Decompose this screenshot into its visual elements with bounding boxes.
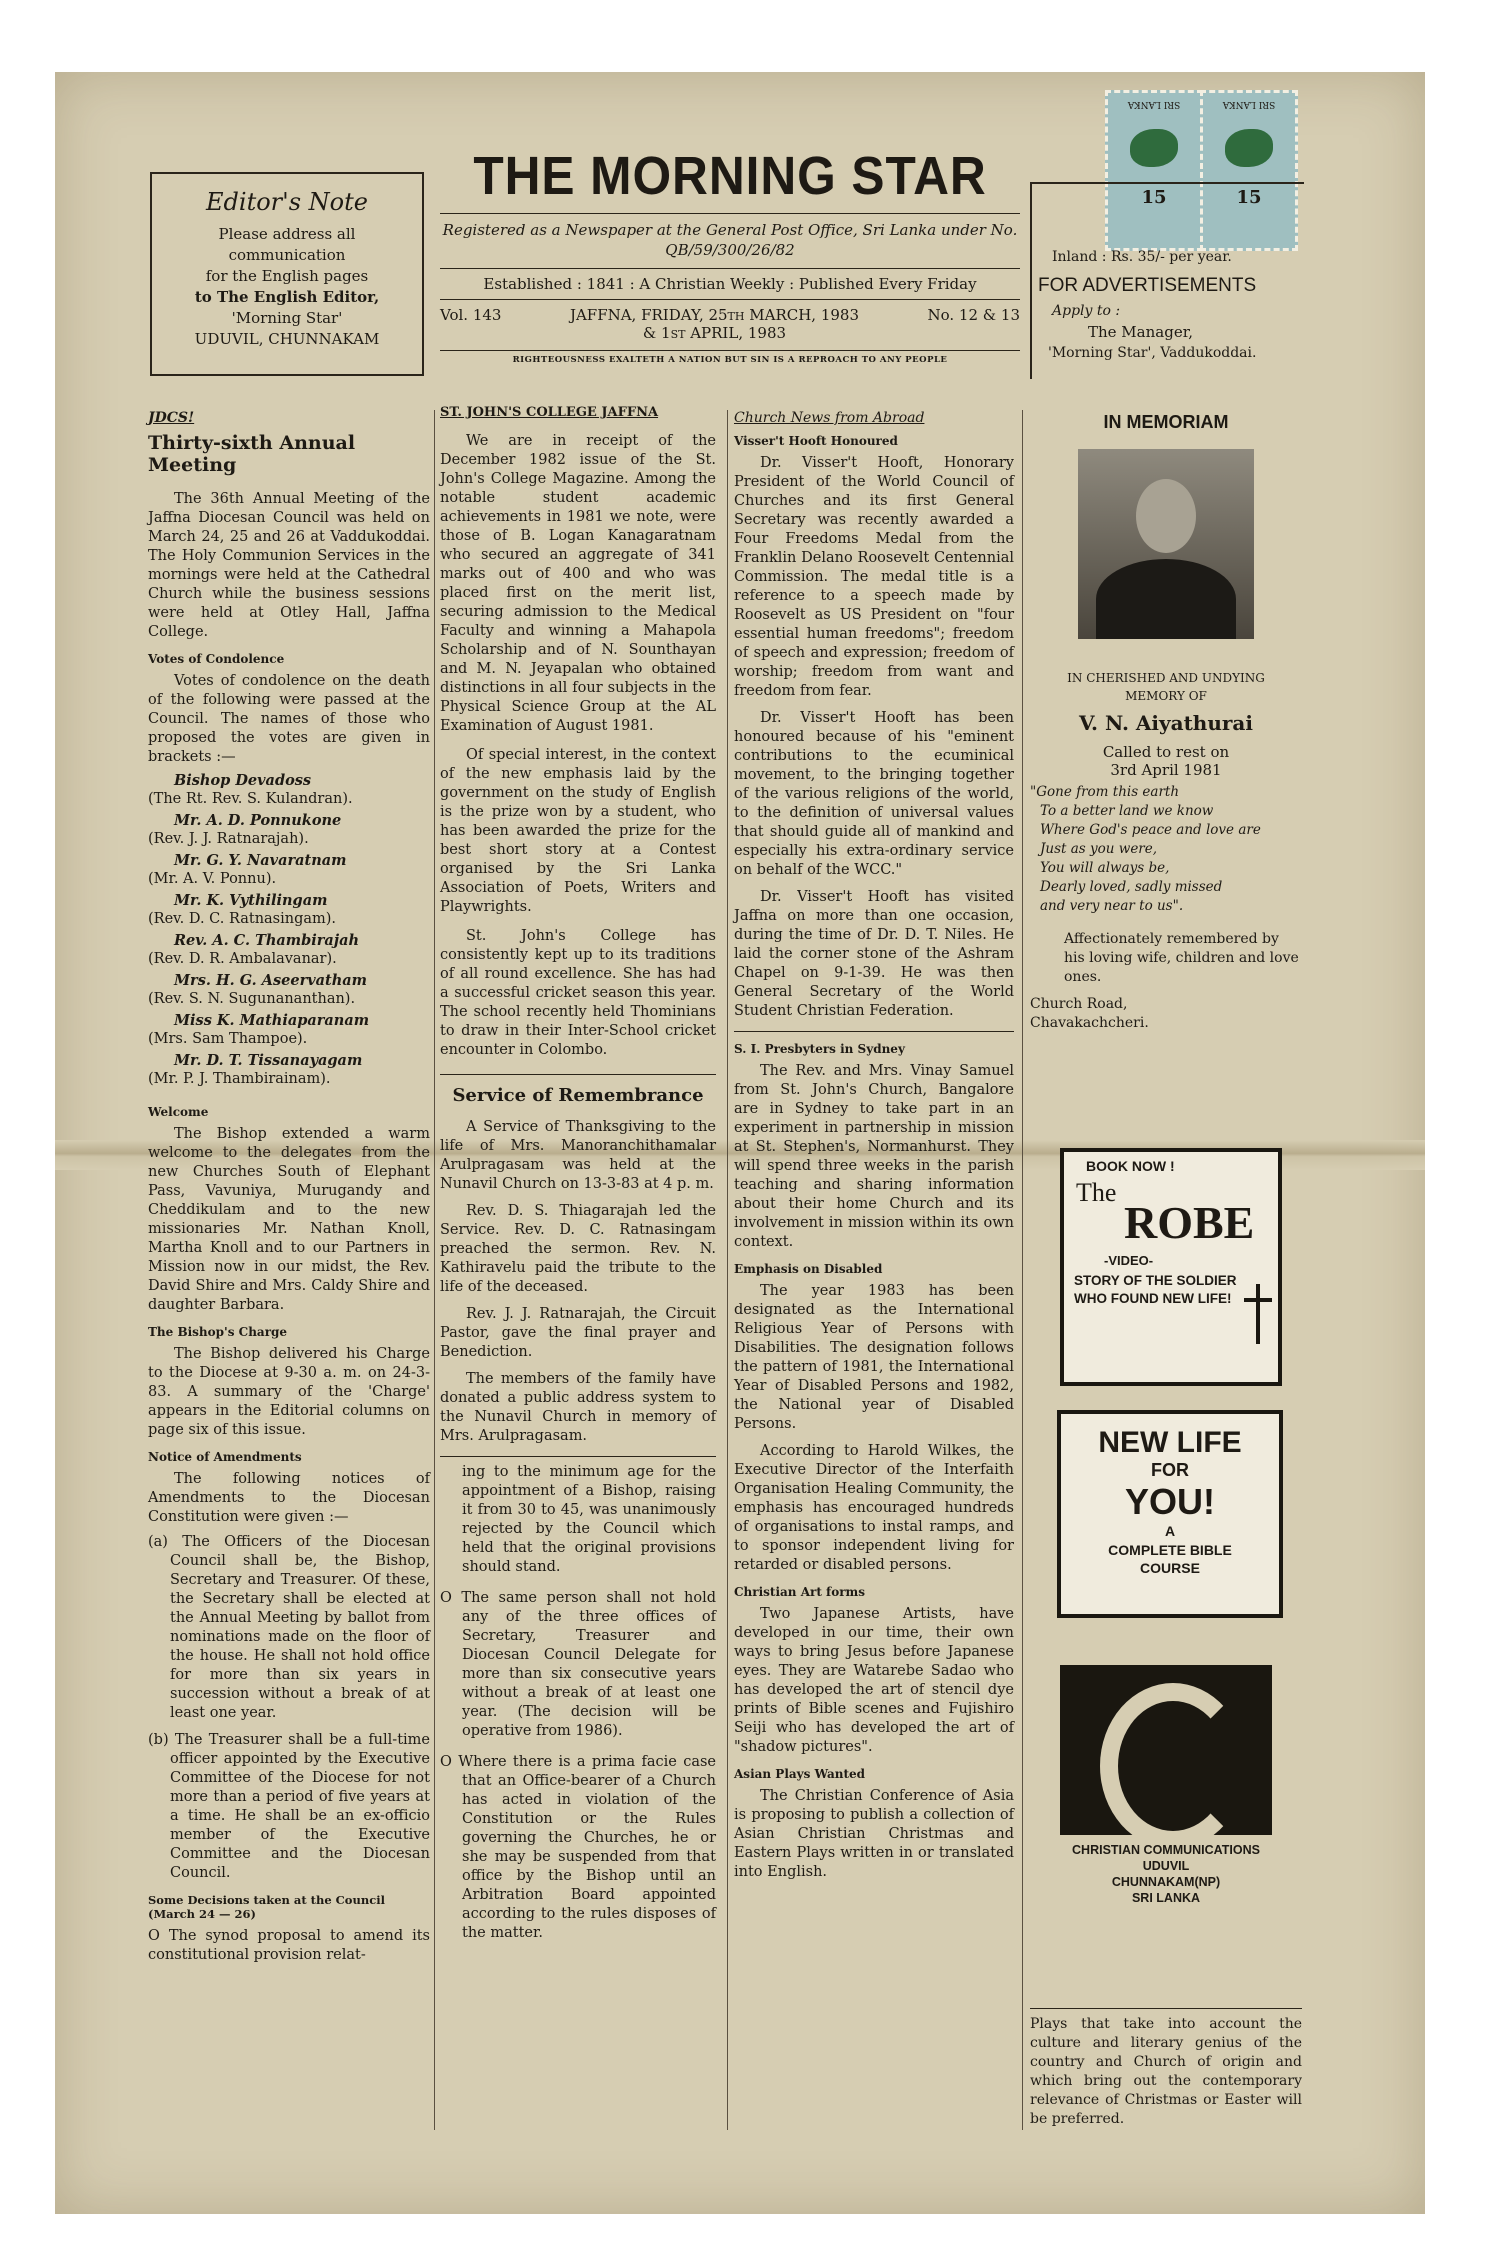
newlife-a: A <box>1164 1523 1176 1539</box>
new-life-ad <box>1057 1410 1283 1618</box>
condolence-item: Mr. A. D. Ponnukone (Rev. J. J. Ratnarajah). <box>148 812 342 847</box>
kicker: Church News from Abroad <box>734 410 925 426</box>
cc-name: CHRISTIAN COMMUNICATIONS <box>1072 1843 1260 1857</box>
paragraph: O The synod proposal to amend its constitutional provision relat- <box>148 1928 430 1963</box>
subheading: Christian Art forms <box>734 1585 865 1599</box>
portrait-photo <box>1078 449 1254 639</box>
editor-note-box <box>150 172 424 376</box>
condolence-item: Mr. K. Vythilingam (Rev. D. C. Ratnasingam). <box>148 892 337 927</box>
column-4 <box>1030 412 1302 1033</box>
newlife-line4: COMPLETE BIBLE COURSE <box>1108 1542 1232 1576</box>
masthead-dateline: JAFFNA, FRIDAY, 25th MARCH, 1983 <box>569 306 860 324</box>
paragraph: The Christian Conference of Asia is proposing to publish a collection of Asian Christian Christmas and Eastern Plays written in or translated into English. <box>734 1788 1014 1880</box>
column-rule <box>727 410 728 2130</box>
masthead-title: THE MORNING STAR <box>473 146 987 206</box>
cc-country: SRI LANKA <box>1131 1891 1201 1905</box>
paragraph: Votes of condolence on the death of the following were passed at the Council. The names of those who proposed the votes are given in brackets :— <box>148 673 430 765</box>
editor-note-bold: to The English Editor, <box>194 288 380 306</box>
memorial-address: Church Road, Chavakachcheri. <box>1030 996 1149 1031</box>
stamp-country: SRI LANKA <box>1127 99 1181 109</box>
paragraph: Rev. J. J. Ratnarajah, the Circuit Pastor, gave the final prayer and Benediction. <box>440 1306 716 1360</box>
cc-logo-icon <box>1100 1683 1246 1849</box>
memory-of: MEMORY OF <box>1125 689 1207 703</box>
paragraph: Dr. Visser't Hooft has visited Jaffna on more than one occasion, during the time of Dr. D. T. Niles. He laid the corner stone of the Ashram Chapel on 9-1-39. He was then General Secretary of the World Student Christian Federation. <box>734 889 1014 1019</box>
masthead <box>440 145 1020 365</box>
paragraph: The Bishop extended a warm welcome to the delegates from the new Churches South of Elephant Pass, Vavuniya, Murugandy and Cheddikulam and to the new missionaries Mr. Nathan Knoll, Martha Knoll and to our Partners in Mission now in our midst, the Rev. David Shire and Mrs. Caldy Shire and daughter Barbara. <box>148 1126 430 1313</box>
editor-note-paper: 'Morning Star' <box>231 309 343 327</box>
called-to-rest: Called to rest on <box>1102 743 1230 761</box>
subheading: Some Decisions taken at the Council (March 24 — 26) <box>148 1893 385 1921</box>
column-1 <box>148 410 430 1965</box>
editor-note-title: Editor's Note <box>206 188 368 216</box>
paragraph: Rev. D. S. Thiagarajah led the Service. Rev. D. C. Ratnasingam preached the sermon. Rev. N. Kathiravelu paid the tribute to the life of the deceased. <box>440 1203 716 1295</box>
manager-address: 'Morning Star', Vaddukoddai. <box>1048 345 1257 361</box>
stamp-country: SRI LANKA <box>1222 99 1276 109</box>
subheading: Visser't Hooft Honoured <box>734 434 898 448</box>
portrait-shoulders <box>1096 559 1236 639</box>
portrait-face <box>1136 479 1196 553</box>
paragraph: St. John's College has consistently kept up to its traditions of all round excellence. She has had a successful cricket season this year. The school recently held Thominians to draw in their Inter-School cricket encounter in Colombo. <box>440 928 716 1058</box>
advertisement-info-box <box>1030 182 1304 379</box>
paragraph: O Where there is a prima facie case that an Office-bearer of a Church has acted in violation of the Constitution or the Rules governing the Churches, he or she may be suspended from that office by the Bishop until an Arbitration Board appointed according to the rules disposes of the matter. <box>440 1754 716 1941</box>
masthead-dateline2: & 1st APRIL, 1983 <box>642 324 787 342</box>
condolence-item: Bishop Devadoss (The Rt. Rev. S. Kulandran). <box>148 772 353 807</box>
robe-story: STORY OF THE SOLDIER WHO FOUND NEW LIFE! <box>1074 1273 1237 1306</box>
rest-date: 3rd April 1981 <box>1110 761 1222 779</box>
column-rule <box>434 410 435 2130</box>
subheading: S. I. Presbyters in Sydney <box>734 1042 905 1056</box>
headline: Thirty-sixth Annual Meeting <box>148 432 356 476</box>
condolence-item: Mr. G. Y. Navaratnam (Mr. A. V. Ponnu). <box>148 852 347 887</box>
paragraph: Two Japanese Artists, have developed in our time, their own ways to bring Jesus before Japanese eyes. They are Watarebe Sadao who has developed the art of stencil dye prints of Bible scenes and Fujishiro Seiji who has developed the art of "shadow pictures". <box>734 1606 1014 1755</box>
condolence-item: Mr. D. T. Tissanayagam (Mr. P. J. Thambirainam). <box>148 1052 363 1087</box>
condolence-item: Miss K. Mathiaparanam (Mrs. Sam Thampoe). <box>148 1012 370 1047</box>
bird-icon <box>1225 129 1273 167</box>
subheading: Emphasis on Disabled <box>734 1262 883 1276</box>
editor-note-line: Please address all <box>218 225 356 243</box>
robe-title: ROBE <box>1124 1197 1255 1248</box>
paragraph: Plays that take into account the culture and literary genius of the country and Church of origin and which bring out the contemporary relevance of Christmas or Easter will be preferred. <box>1030 2016 1302 2127</box>
column-rule <box>1022 410 1023 2130</box>
masthead-motto: RIGHTEOUSNESS EXALTETH A NATION BUT SIN IS A REPROACH TO ANY PEOPLE <box>512 355 948 365</box>
cc-address <box>1040 1842 1292 1906</box>
masthead-registration: Registered as a Newspaper at the General Post Office, Sri Lanka under No. QB/59/300/26/82 <box>442 221 1018 259</box>
book-now: BOOK NOW ! <box>1086 1158 1175 1174</box>
masthead-established: Established : 1841 : A Christian Weekly : Published Every Friday <box>483 275 977 293</box>
stamp-value: 15 <box>1236 187 1262 208</box>
subheading: Votes of Condolence <box>148 652 285 666</box>
paragraph: Dr. Visser't Hooft has been honoured because of his "eminent contributions to the ecuminical movement, to the bringing together of the various religions of the world, to the definition of universal values that should guide all of mankind and especially his extra-ordinary service on behalf of the WCC." <box>734 710 1014 878</box>
newlife-line3: YOU! <box>1125 1481 1215 1522</box>
paragraph: Dr. Visser't Hooft, Honorary President of the World Council of Churches and its first General Secretary was recently awarded a Four Freedoms Medal from the Franklin Delano Roosevelt Centennial Commission. The medal title is a reference to a speech made by Roosevelt as US President on "four essential human freedoms"; freedom of speech and expression; freedom of worship; freedom from want and freedom from fear. <box>734 455 1014 699</box>
paragraph: We are in receipt of the December 1982 issue of the St. John's College Magazine. Among the notable student academic achievements in 1981 we note, were those of B. Logan Kanagaratnam who secured an aggregate of 341 marks out of 400 and who was placed first on the merit list, securing admission to the Medical Faculty and winning a Mahapola Scholarship and of N. Sounthayan and M. N. Jeyapalan who obtained distinctions in all four subjects in the Physical Science Group at the AL Examination of August 1981. <box>440 433 716 734</box>
advertisements-heading: FOR ADVERTISEMENTS <box>1038 275 1257 296</box>
column-2 <box>440 405 716 1943</box>
cc-town: CHUNNAKAM(NP) <box>1111 1875 1221 1889</box>
memoriam-title: IN MEMORIAM <box>1103 412 1229 432</box>
condolence-item: Rev. A. C. Thambirajah (Rev. D. R. Ambalavanar). <box>148 932 360 967</box>
stamp-value: 15 <box>1141 187 1167 208</box>
newlife-line2: FOR <box>1151 1460 1189 1480</box>
paragraph: According to Harold Wilkes, the Executive Director of the Interfaith Organisation Healing Community, the emphasis has encouraged hundreds of organisations to instal ramps, and to sponsor independent living for retarded or disabled persons. <box>734 1443 1014 1573</box>
paragraph: Of special interest, in the context of the new emphasis laid by the government on the study of English is the prize won by a student, who has been awarded the prize for the best short story at a Contest organised by the Sri Lanka Association of Poets, Writers and Playwrights. <box>440 747 716 915</box>
newlife-line1: NEW LIFE <box>1098 1426 1242 1459</box>
headline: Service of Remembrance <box>452 1085 704 1106</box>
amendment-b: (b) The Treasurer shall be a full-time officer appointed by the Executive Committee of the Diocese for not more than a period of five years at a time. He shall be an ex-officio member of the Executive Committee and the Diocesan Council. <box>148 1732 430 1881</box>
plays-continued <box>1030 2008 1302 2129</box>
cross-icon <box>1256 1284 1260 1344</box>
kicker: JDCS! <box>148 410 195 426</box>
robe-video-ad <box>1060 1148 1282 1386</box>
paragraph: O The same person shall not hold any of the three offices of Secretary, Treasurer and Diocesan Council Delegate for more than six consecutive years without a break of at least one year. (The decision will be operative from 1986). <box>440 1590 716 1739</box>
masthead-issue-no: No. 12 & 13 <box>927 306 1020 324</box>
kicker: ST. JOHN'S COLLEGE JAFFNA <box>440 405 659 420</box>
subheading: Notice of Amendments <box>148 1450 302 1464</box>
paragraph: The 36th Annual Meeting of the Jaffna Diocesan Council was held on March 24, 25 and 26 at Vaddukoddai. The Holy Communion Services in the mornings were held at the Cathedral Church while the business sessions were held at Otley Hall, Jaffna College. <box>148 491 430 640</box>
subheading: The Bishop's Charge <box>148 1325 288 1339</box>
paragraph: The members of the family have donated a public address system to the Nunavil Church in memory of Mrs. Arulpragasam. <box>440 1371 716 1444</box>
manager: The Manager, <box>1088 323 1193 341</box>
editor-note-line: for the English pages <box>205 267 369 285</box>
condolence-item: Mrs. H. G. Aseervatham (Rev. S. N. Sugunananthan). <box>148 972 368 1007</box>
robe-the: The <box>1076 1178 1117 1207</box>
memorial-poem: "Gone from this earth To a better land we know Where God's peace and love are Just as you were, You will always be, Dearly loved, sadly missed and very near to us". <box>1030 784 1261 914</box>
editor-note-address: UDUVIL, CHUNNAKAM <box>194 330 380 348</box>
paragraph: The Bishop delivered his Charge to the Diocese at 9-30 a. m. on 24-3-83. A summary of the 'Charge' appears in the Editorial columns on page six of this issue. <box>148 1346 430 1438</box>
robe-video: -VIDEO- <box>1104 1253 1154 1268</box>
cc-place: UDUVIL <box>1142 1859 1190 1873</box>
editor-note-line: communication <box>228 246 346 264</box>
cross-icon-bar <box>1244 1298 1272 1302</box>
amendment-a: (a) The Officers of the Diocesan Council shall be, the Bishop, Secretary and Treasurer. Of these, the Secretary shall be elected at the Annual Meeting by ballot from nominations made on the floor of the house. He shall not hold office for more than six years in succession without a break of at least one year. <box>148 1534 430 1721</box>
apply-to: Apply to : <box>1052 303 1121 319</box>
subscription-rate: Inland : Rs. 35/- per year. <box>1052 249 1232 265</box>
cherished: IN CHERISHED AND UNDYING <box>1067 671 1265 685</box>
column-3 <box>734 410 1014 1882</box>
paragraph: The following notices of Amendments to the Diocesan Constitution were given :— <box>148 1471 430 1525</box>
christian-communications-logo <box>1060 1665 1272 1835</box>
paragraph: A Service of Thanksgiving to the life of Mrs. Manoranchithamalar Arulpragasam was held at the Nunavil Church on 13-3-83 at 4 p. m. <box>440 1119 716 1192</box>
subheading: Asian Plays Wanted <box>734 1767 866 1781</box>
masthead-vol: Vol. 143 <box>440 306 502 324</box>
paragraph: ing to the minimum age for the appointment of a Bishop, raising it from 30 to 45, was unanimously rejected by the Council which held that the original provisions should stand. <box>462 1464 716 1575</box>
bird-icon <box>1130 129 1178 167</box>
paragraph: The year 1983 has been designated as the International Religious Year of Persons with Disabilities. The designation follows the pattern of 1981, the International Year of Disabled Persons and 1982, the National year of Disabled Persons. <box>734 1283 1014 1432</box>
subheading: Welcome <box>148 1105 209 1119</box>
deceased-name: V. N. Aiyathurai <box>1079 711 1253 735</box>
remembered-by: Affectionately remembered by his loving wife, children and love ones. <box>1064 931 1299 985</box>
paragraph: The Rev. and Mrs. Vinay Samuel from St. John's Church, Bangalore are in Sydney to take part in an experiment in partnership in mission at St. Stephen's, Normanhurst. They will spend three weeks in the parish teaching and sharing information about their home Church and its involvement in mission within its own context. <box>734 1063 1014 1250</box>
